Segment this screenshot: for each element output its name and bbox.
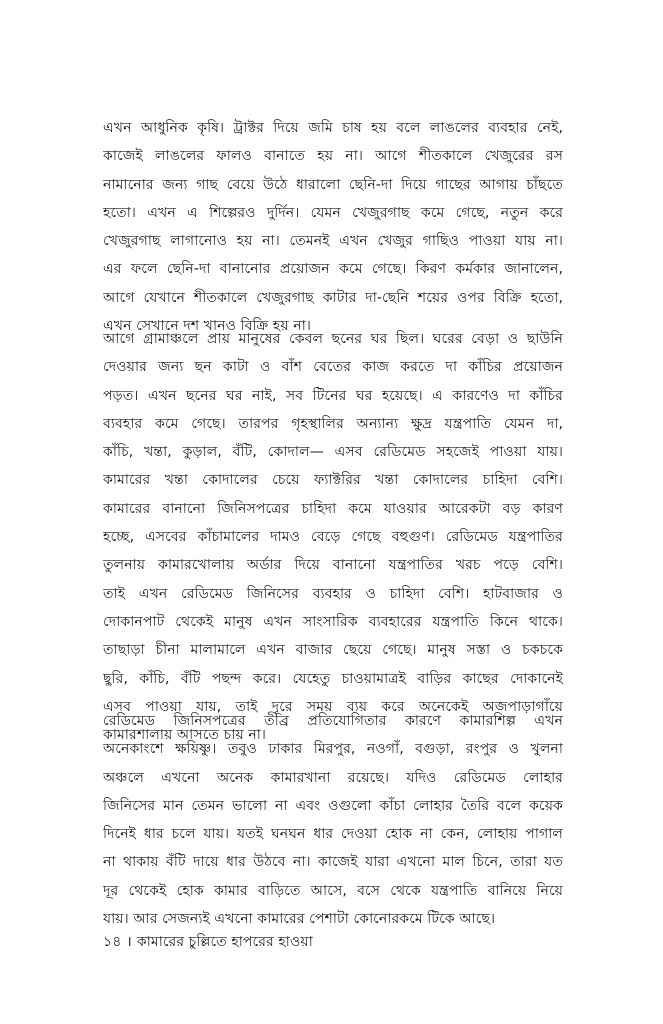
text-line: কামারের খন্তা কোদালের চেয়ে ফ্যাক্টরির খন্তা কোদালের চাহিদা বেশি। (103, 472, 563, 489)
text-line: এসব পাওয়া যায়, তাই দূরে সময় ব্যয় করে অনেকেই অজপাড়াগাঁয়ে (103, 698, 563, 715)
text-line: আগে গ্রামাঞ্চলে প্রায় মানুষের কেবল ছনের ঘর ছিল। ঘরের বেড়া ও ছাউনি (103, 331, 563, 347)
text-line: কামারের বানানো জিনিসপত্রের চাহিদা কমে যাওয়ার আরেকটা বড় কারণ (103, 500, 563, 517)
text-line: এর ফলে ছেনি-দা বানানোর প্রয়োজন কমে গেছে। কিরণ কর্মকার জানালেন, (103, 261, 563, 278)
page-footer (103, 930, 313, 954)
text-line: যায়। আর সেজন্যই এখনো কামারের পেশাটা কোনোরকমে টিকে আছে। (103, 911, 496, 928)
text-line: অনেকাংশে ক্ষয়িষ্ণু। তবুও ঢাকার মিরপুর, নওগাঁ, বগুড়া, রংপুর ও খুলনা (103, 741, 563, 758)
running-title: কামারের চুল্লিতে হাপরের হাওয়া (136, 934, 313, 950)
paragraph-1 (103, 114, 563, 340)
footer-separator: । (126, 934, 132, 950)
text-line: আগে যেখানে শীতকালে খেজুরগাছ কাটার দা-ছেনি শয়ের ওপর বিক্রি হতো, (103, 289, 563, 306)
text-line: নামানোর জন্য গাছ বেয়ে উঠে ধারালো ছেনি-দা দিয়ে গাছের আগায় চাঁছতে (103, 176, 563, 193)
text-line: না থাকায় বঁটি দায়ে ধার উঠবে না। কাজেই যারা এখনো মাল চিনে, তারা যত (103, 854, 563, 871)
paragraph-3 (103, 707, 563, 933)
text-line: দিনেই ধার চলে যায়। যতই ঘনঘন ধার দেওয়া হোক না কেন, লোহায় পাগাল (103, 826, 563, 843)
text-line: ছুরি, কাঁচি, বঁটি পছন্দ করে। যেহেতু চাওয়ামাত্রই বাড়ির কাছের দোকানেই (103, 670, 563, 687)
text-line: পড়ত। এখন ছনের ঘর নাই, সব টিনের ঘর হয়েছে। এ কারণেও দা কাঁচির (103, 387, 563, 404)
text-line: তাছাড়া চীনা মালামালে এখন বাজার ছেয়ে গেছে। মানুষ সস্তা ও চকচকে (103, 642, 563, 659)
text-line: হতো। এখন এ শিল্পেরও দুর্দিন। যেমন খেজুরগাছ কমে গেছে, নতুন করে (103, 204, 563, 221)
page-number: ১৪ (103, 934, 122, 950)
text-line: দোকানপাট থেকেই মানুষ এখন সাংসারিক ব্যবহারের যন্ত্রপাতি কিনে থাকে। (103, 613, 563, 630)
text-line: তাই এখন রেডিমেড জিনিসের ব্যবহার ও চাহিদা বেশি। হাটবাজার ও (103, 585, 563, 602)
text-line: কাঁচি, খন্তা, কুড়াল, বঁটি, কোদাল— এসব রেডিমেড সহজেই পাওয়া যায়। (103, 444, 563, 461)
text-line: ব্যবহার কমে গেছে। তারপর গৃহস্থালির অন্যান্য ক্ষুদ্র যন্ত্রপাতি যেমন দা, (103, 415, 563, 432)
text-line: দূর থেকেই হোক কামার বাড়িতে আসে, বসে থেকে যন্ত্রপাতি বানিয়ে নিয়ে (103, 882, 563, 899)
text-line: খেজুরগাছ লাগানোও হয় না। তেমনই এখন খেজুর গাছিও পাওয়া যায় না। (103, 233, 563, 250)
text-line: দেওয়ার জন্য ছন কাটা ও বাঁশ বেতের কাজ করতে দা কাঁচির প্রয়োজন (103, 359, 563, 376)
text-line: তুলনায় কামারখোলায় অর্ডার দিয়ে বানানো যন্ত্রপাতির খরচ পড়ে বেশি। (103, 557, 563, 574)
text-line: জিনিসের মান তেমন ভালো না এবং ওগুলো কাঁচা লোহার তৈরি বলে কয়েক (103, 797, 563, 814)
text-line: কামারশালায় আসতে চায় না। (103, 727, 266, 744)
text-line: এখন আধুনিক কৃষি। ট্রাক্টর দিয়ে জমি চাষ হয় বলে লাঙলের ব্যবহার নেই, (103, 120, 563, 136)
text-line: অঞ্চলে এখনো অনেক কামারখানা রয়েছে। যদিও রেডিমেড লোহার (103, 769, 563, 786)
paragraph-2 (103, 325, 563, 749)
text-line: রেডিমেড জিনিসপত্রের তীব্র প্রতিযোগিতার কারণে কামারশিল্প এখন (103, 713, 563, 729)
text-line: কাজেই লাঙলের ফালও বানাতে হয় না। আগে শীতকালে খেজুরের রস (103, 148, 563, 165)
text-line: এখন সেখানে দশ খানও বিক্রি হয় না। (103, 318, 311, 335)
text-line: হচ্ছে, এসবের কাঁচামালের দামও বেড়ে গেছে বহুগুণ। রেডিমেড যন্ত্রপাতির (103, 529, 563, 546)
